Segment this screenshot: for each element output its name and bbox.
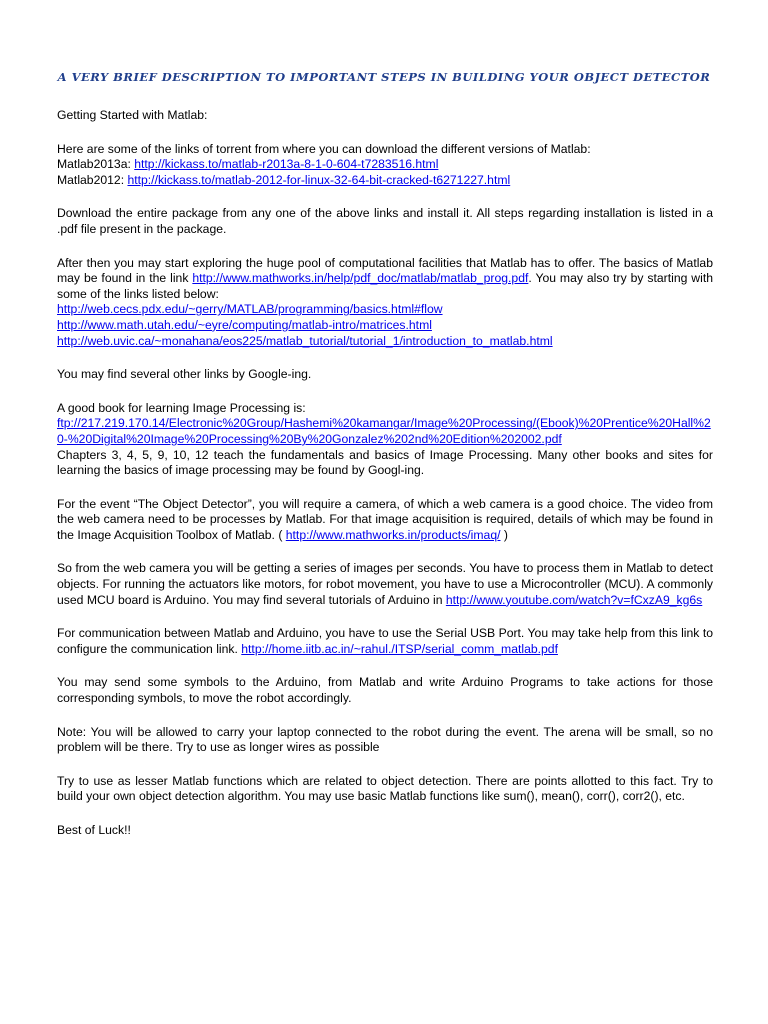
matlab-prog-pdf-link[interactable]: http://www.mathworks.in/help/pdf_doc/matlab/matlab_prog.pdf <box>192 271 529 286</box>
communication-paragraph: For communication between Matlab and Arduino, you have to use the Serial USB Port. You may take help from this link to configure the communication link. http://home.iitb.ac.in/~rahul./ITSP/serial_comm_matlab.pdf <box>57 626 713 656</box>
closing-line: Best of Luck!! <box>57 823 131 837</box>
getting-started-heading: Getting Started with Matlab: <box>57 108 208 122</box>
webcam-paragraph: So from the web camera you will be getting a series of images per seconds. You have to process them in Matlab to detect objects. For running the actuators like motors, for robot movement, you have to use a Microcontroller (MCU). A commonly used MCU board is Arduino. You may find several tutorials of Arduino in http://www.youtube.com/watch?v=fCxzA9_kg6s <box>57 561 713 607</box>
matlab2013a-link[interactable]: http://kickass.to/matlab-r2013a-8-1-0-604-t7283516.html <box>134 157 439 172</box>
matlab2012-line: Matlab2012: http://kickass.to/matlab-2012-for-linux-32-64-bit-cracked-t6271227.html <box>57 172 511 187</box>
matrices-link[interactable]: http://www.math.utah.edu/~eyre/computing/matlab-intro/matrices.html <box>57 317 432 332</box>
explore-paragraph: After then you may start exploring the huge pool of computational facilities that Matlab has to offer. The basics of Matlab may be found in the link http://www.mathworks.in/help/pdf_doc/matlab/matlab_prog.pdf. You may also try by starting with some of the links listed below: <box>57 255 713 301</box>
matlab2013a-line: Matlab2013a: http://kickass.to/matlab-r2013a-8-1-0-604-t7283516.html <box>57 157 439 172</box>
matlab2012-link[interactable]: http://kickass.to/matlab-2012-for-linux-32-64-bit-cracked-t6271227.html <box>127 172 511 187</box>
intro-matlab-link[interactable]: http://web.uvic.ca/~monahana/eos225/matlab_tutorial/tutorial_1/introduction_to_matlab.html <box>57 333 553 348</box>
book-intro: A good book for learning Image Processing is: <box>57 400 306 415</box>
event-paragraph: For the event “The Object Detector”, you will require a camera, of which a web camera is a good choice. The video from the web camera need to be processes by Matlab. For that image acquisition is required, details of which may be found in the Image Acquisition Toolbox of Matlab. ( http://www.mathworks.in/products/imaq/ ) <box>57 496 713 542</box>
gonzalez-book-link[interactable]: ftp://217.219.170.14/Electronic%20Group/Hashemi%20kamangar/Image%20Processing/(Ebook)%20Prentice%20Hall%20-%20Digital%20Image%20Processing%20By%20Gonzalez%202nd%20Edition%202002.pdf <box>57 416 711 446</box>
document-body <box>57 108 713 857</box>
basics-link[interactable]: http://web.cecs.pdx.edu/~gerry/MATLAB/programming/basics.html#flow <box>57 302 443 317</box>
symbols-paragraph: You may send some symbols to the Arduino, from Matlab and write Arduino Programs to take actions for those corresponding symbols, to move the robot accordingly. <box>57 675 713 706</box>
youtube-link[interactable]: http://www.youtube.com/watch?v=fCxzA9_kg6s <box>445 592 703 607</box>
download-paragraph: Download the entire package from any one of the above links and install it. All steps regarding installation is listed in a .pdf file present in the package. <box>57 206 713 236</box>
google-paragraph: You may find several other links by Google-ing. <box>57 367 312 382</box>
functions-paragraph: Try to use as lesser Matlab functions which are related to object detection. There are points allotted to this fact. Try to build your own object detection algorithm. You may use basic Matlab functions like sum(), mean(), corr(), corr2(), etc. <box>57 773 713 804</box>
torrent-intro: Here are some of the links of torrent from where you can download the different versions of Matlab: <box>57 141 591 156</box>
page-title: A VERY BRIEF DESCRIPTION TO IMPORTANT STEPS IN BUILDING YOUR OBJECT DETECTOR <box>57 70 711 84</box>
chapters-paragraph: Chapters 3, 4, 5, 9, 10, 12 teach the fundamentals and basics of Image Processing. Many other books and sites for learning the basics of image processing may be found by Googl-ing. <box>57 447 713 478</box>
serial-comm-link[interactable]: http://home.iitb.ac.in/~rahul./ITSP/serial_comm_matlab.pdf <box>241 641 558 656</box>
note-paragraph: Note: You will be allowed to carry your laptop connected to the robot during the event. The arena will be small, so no problem will be there. Try to use as longer wires as possible <box>57 724 713 755</box>
imaq-link[interactable]: http://www.mathworks.in/products/imaq/ <box>285 527 501 542</box>
